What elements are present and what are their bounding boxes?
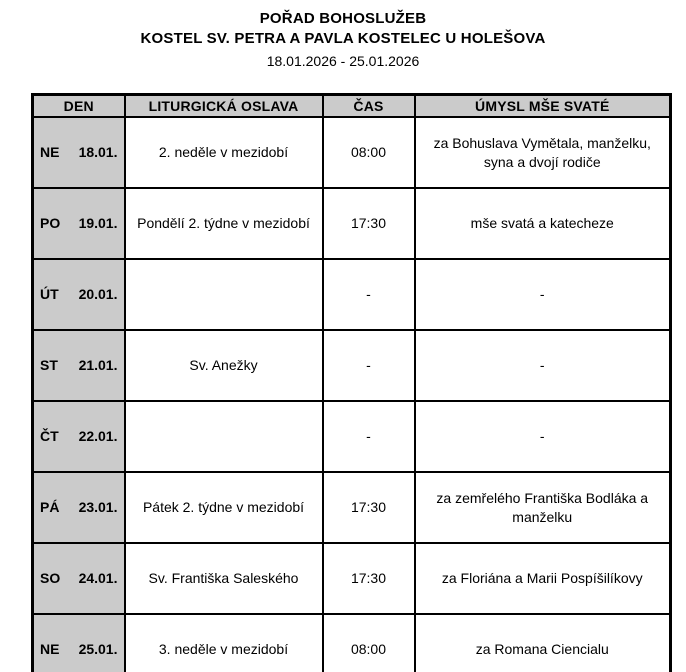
time-cell: - bbox=[323, 259, 415, 330]
table-row bbox=[33, 472, 671, 543]
celebration-cell bbox=[125, 401, 323, 472]
time-cell: 17:30 bbox=[323, 472, 415, 543]
celebration-cell bbox=[125, 259, 323, 330]
table-row bbox=[33, 401, 671, 472]
day-date: 22.01. bbox=[78, 428, 118, 444]
table-row bbox=[33, 117, 671, 188]
time-cell: - bbox=[323, 330, 415, 401]
time-cell: - bbox=[323, 401, 415, 472]
celebration-cell: Pátek 2. týdne v mezidobí bbox=[125, 472, 323, 543]
day-date: 24.01. bbox=[78, 570, 118, 586]
day-cell bbox=[33, 543, 125, 614]
intention-cell: za Bohuslava Vymětala, manželku, syna a dvojí rodiče bbox=[415, 117, 671, 188]
celebration-cell: Pondělí 2. týdne v mezidobí bbox=[125, 188, 323, 259]
day-abbreviation: SO bbox=[40, 570, 61, 586]
time-cell: 17:30 bbox=[323, 188, 415, 259]
intention-cell: za zemřelého Františka Bodláka a manželku bbox=[415, 472, 671, 543]
page-title: POŘAD BOHOSLUŽEB bbox=[259, 10, 427, 27]
day-abbreviation: NE bbox=[40, 641, 60, 657]
intention-cell: - bbox=[415, 259, 671, 330]
intention-cell: - bbox=[415, 401, 671, 472]
day-abbreviation: ÚT bbox=[40, 286, 59, 302]
day-cell bbox=[33, 614, 125, 672]
column-header-den: DEN bbox=[33, 95, 125, 118]
table-row bbox=[33, 188, 671, 259]
table-row bbox=[33, 614, 671, 672]
celebration-cell: 2. neděle v mezidobí bbox=[125, 117, 323, 188]
day-abbreviation: PO bbox=[40, 215, 61, 231]
table-row bbox=[33, 330, 671, 401]
document-header bbox=[0, 0, 686, 71]
date-range: 18.01.2026 - 25.01.2026 bbox=[266, 53, 420, 69]
church-name: KOSTEL SV. PETRA A PAVLA KOSTELEC U HOLEŠOVA bbox=[140, 30, 546, 47]
time-cell: 08:00 bbox=[323, 117, 415, 188]
day-date: 25.01. bbox=[78, 641, 118, 657]
column-header-umysl: ÚMYSL MŠE SVATÉ bbox=[415, 95, 671, 118]
day-date: 21.01. bbox=[78, 357, 118, 373]
table-row bbox=[33, 259, 671, 330]
day-cell bbox=[33, 259, 125, 330]
day-cell bbox=[33, 188, 125, 259]
day-date: 20.01. bbox=[78, 286, 118, 302]
day-abbreviation: ČT bbox=[40, 428, 59, 444]
celebration-cell: 3. neděle v mezidobí bbox=[125, 614, 323, 672]
day-cell bbox=[33, 330, 125, 401]
table-header-row bbox=[33, 95, 671, 118]
time-cell: 17:30 bbox=[323, 543, 415, 614]
day-date: 19.01. bbox=[78, 215, 118, 231]
celebration-cell: Sv. Františka Saleského bbox=[125, 543, 323, 614]
table-row bbox=[33, 543, 671, 614]
column-header-cas: ČAS bbox=[323, 95, 415, 118]
schedule-table bbox=[31, 93, 672, 672]
day-cell bbox=[33, 401, 125, 472]
day-abbreviation: PÁ bbox=[40, 499, 60, 515]
intention-cell: za Romana Ciencialu bbox=[415, 614, 671, 672]
intention-cell: - bbox=[415, 330, 671, 401]
celebration-cell: Sv. Anežky bbox=[125, 330, 323, 401]
day-date: 18.01. bbox=[78, 144, 118, 160]
intention-cell: mše svatá a katecheze bbox=[415, 188, 671, 259]
day-cell bbox=[33, 472, 125, 543]
intention-cell: za Floriána a Marii Pospíšilíkovy bbox=[415, 543, 671, 614]
day-abbreviation: NE bbox=[40, 144, 60, 160]
day-date: 23.01. bbox=[78, 499, 118, 515]
day-cell bbox=[33, 117, 125, 188]
day-abbreviation: ST bbox=[40, 357, 58, 373]
time-cell: 08:00 bbox=[323, 614, 415, 672]
column-header-liturgicka-oslava: LITURGICKÁ OSLAVA bbox=[125, 95, 323, 118]
